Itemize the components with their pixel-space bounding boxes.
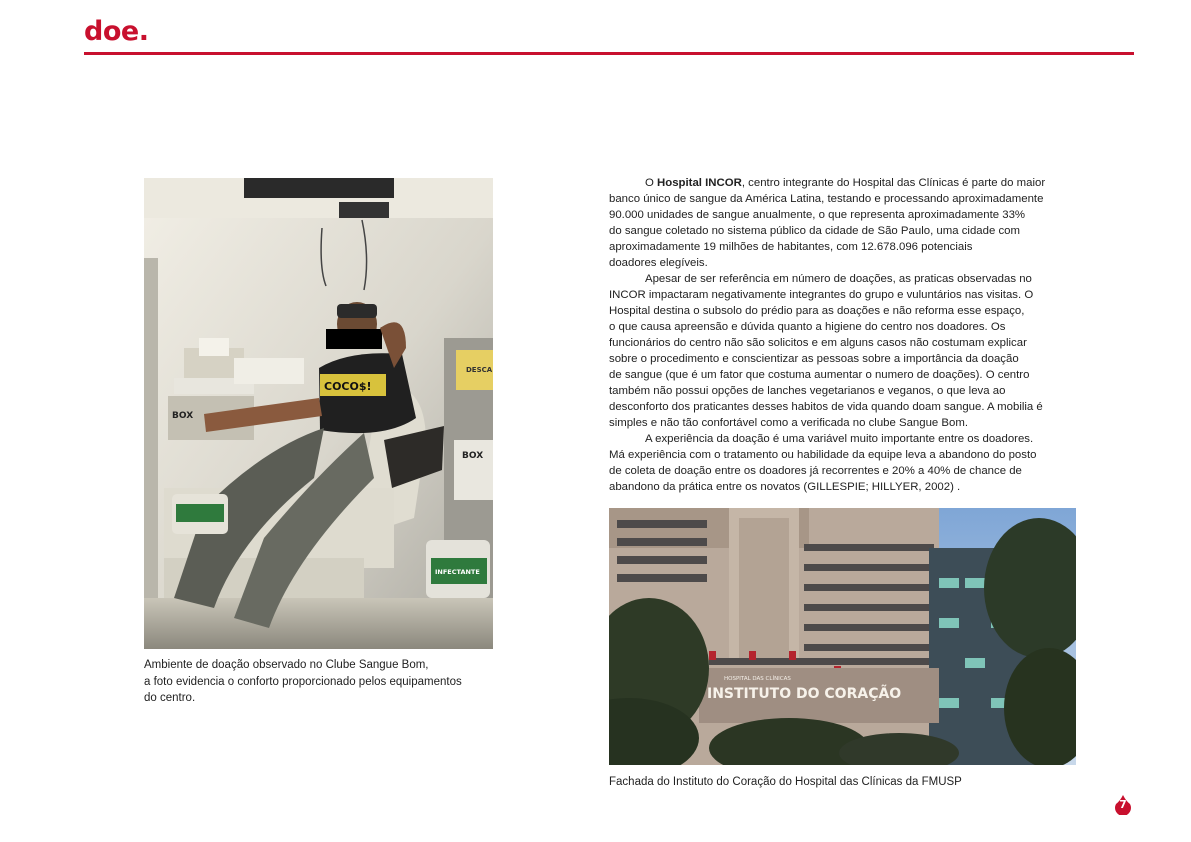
paragraph-line: do sangue coletado no sistema público da cidade de São Paulo, uma cidade com (609, 225, 1020, 237)
paragraph-line: Má experiência com o tratamento ou habilidade da equipe leva a abandono do posto (609, 449, 1037, 461)
infectant-label: INFECTANTE (435, 568, 480, 576)
paragraph-line: simples e não tão confortável como a verificada no clube Sangue Bom. (609, 417, 969, 429)
donation-room-photo (144, 178, 493, 649)
caption-line: do centro. (144, 692, 196, 704)
paragraph-line: Apesar de ser referência em número de doações, as praticas observadas no (645, 273, 1032, 285)
paragraph-line: aproximadamente 19 milhões de habitantes, com 12.678.096 potenciais (609, 241, 973, 253)
box-label-right-top: DESCA (466, 366, 493, 374)
brand-logo: doe. (84, 16, 149, 47)
paragraph-line: funcionários do centro não são solicitos e em alguns casos não costumam explicar (609, 337, 1027, 349)
paragraph-line: A experiência da doação é uma variável muito importante entre os doadores. (645, 433, 1034, 445)
incor-facade-photo (609, 508, 1076, 765)
caption-line: Ambiente de doação observado no Clube Sangue Bom, (144, 659, 429, 671)
left-photo-caption (144, 657, 494, 707)
paragraph-line: banco único de sangue da América Latina, testando e processando aproximadamente (609, 193, 1044, 205)
paragraph-line: doadores elegíveis. (609, 257, 708, 269)
paragraph-line: 90.000 unidades de sangue anualmente, o que representa aproximadamente 33% (609, 209, 1026, 221)
box-label-left: BOX (172, 411, 194, 421)
caption-line: a foto evidencia o conforto proporcionado pelos equipamentos (144, 675, 462, 688)
paragraph-line: INCOR impactaram negativamente integrantes do grupo e vuluntários nas visitas. O (609, 289, 1034, 301)
box-label-right: BOX (462, 451, 484, 461)
text-run: , centro integrante do Hospital das Clínicas é parte do maior (741, 177, 1046, 189)
caption-line: Fachada do Instituto do Coração do Hospital das Clínicas da FMUSP (609, 776, 962, 788)
header-divider (84, 52, 1134, 55)
right-photo-caption (609, 774, 1079, 791)
hospital-name: Hospital INCOR (657, 177, 742, 189)
shirt-print: COCO$! (324, 380, 372, 393)
paragraph-line: também não possui opções de lanches vegetarianos e veganos, o que leva ao (609, 385, 1006, 397)
facade-sign-main: INSTITUTO DO CORAÇÃO (707, 686, 902, 702)
paragraph-1-first-line (609, 175, 1079, 191)
paragraph-line: de coleta de doação entre os doadores já recorrentes e 20% a 40% de chance de (609, 465, 1022, 477)
paragraph-line: desconforto dos praticantes desses habitos de vida quando doam sangue. A mobilia é (609, 401, 1043, 413)
paragraph-line: de sangue (que é um fator que costuma aumentar o numero de doações). O centro (609, 369, 1030, 381)
text-run: O (645, 177, 658, 189)
paragraph-line: Hospital destina o subsolo do prédio para as doações e não reforma esse espaço, (609, 305, 1025, 317)
paragraph-line: o que causa apreensão e dúvida quanto a higiene do centro nos doadores. Os (609, 321, 1006, 333)
paragraph-line: abandono da prática entre os novatos (GILLESPIE; HILLYER, 2002) . (609, 481, 961, 493)
paragraph-line: sobre o procedimento e conscientizar as pessoas sobre a importância da doação (609, 353, 1019, 365)
page-number: 7 (1119, 799, 1127, 811)
article-body (609, 175, 1079, 495)
page-number-badge (1113, 795, 1133, 815)
facade-sign-small: HOSPITAL DAS CLÍNICAS (724, 676, 791, 682)
